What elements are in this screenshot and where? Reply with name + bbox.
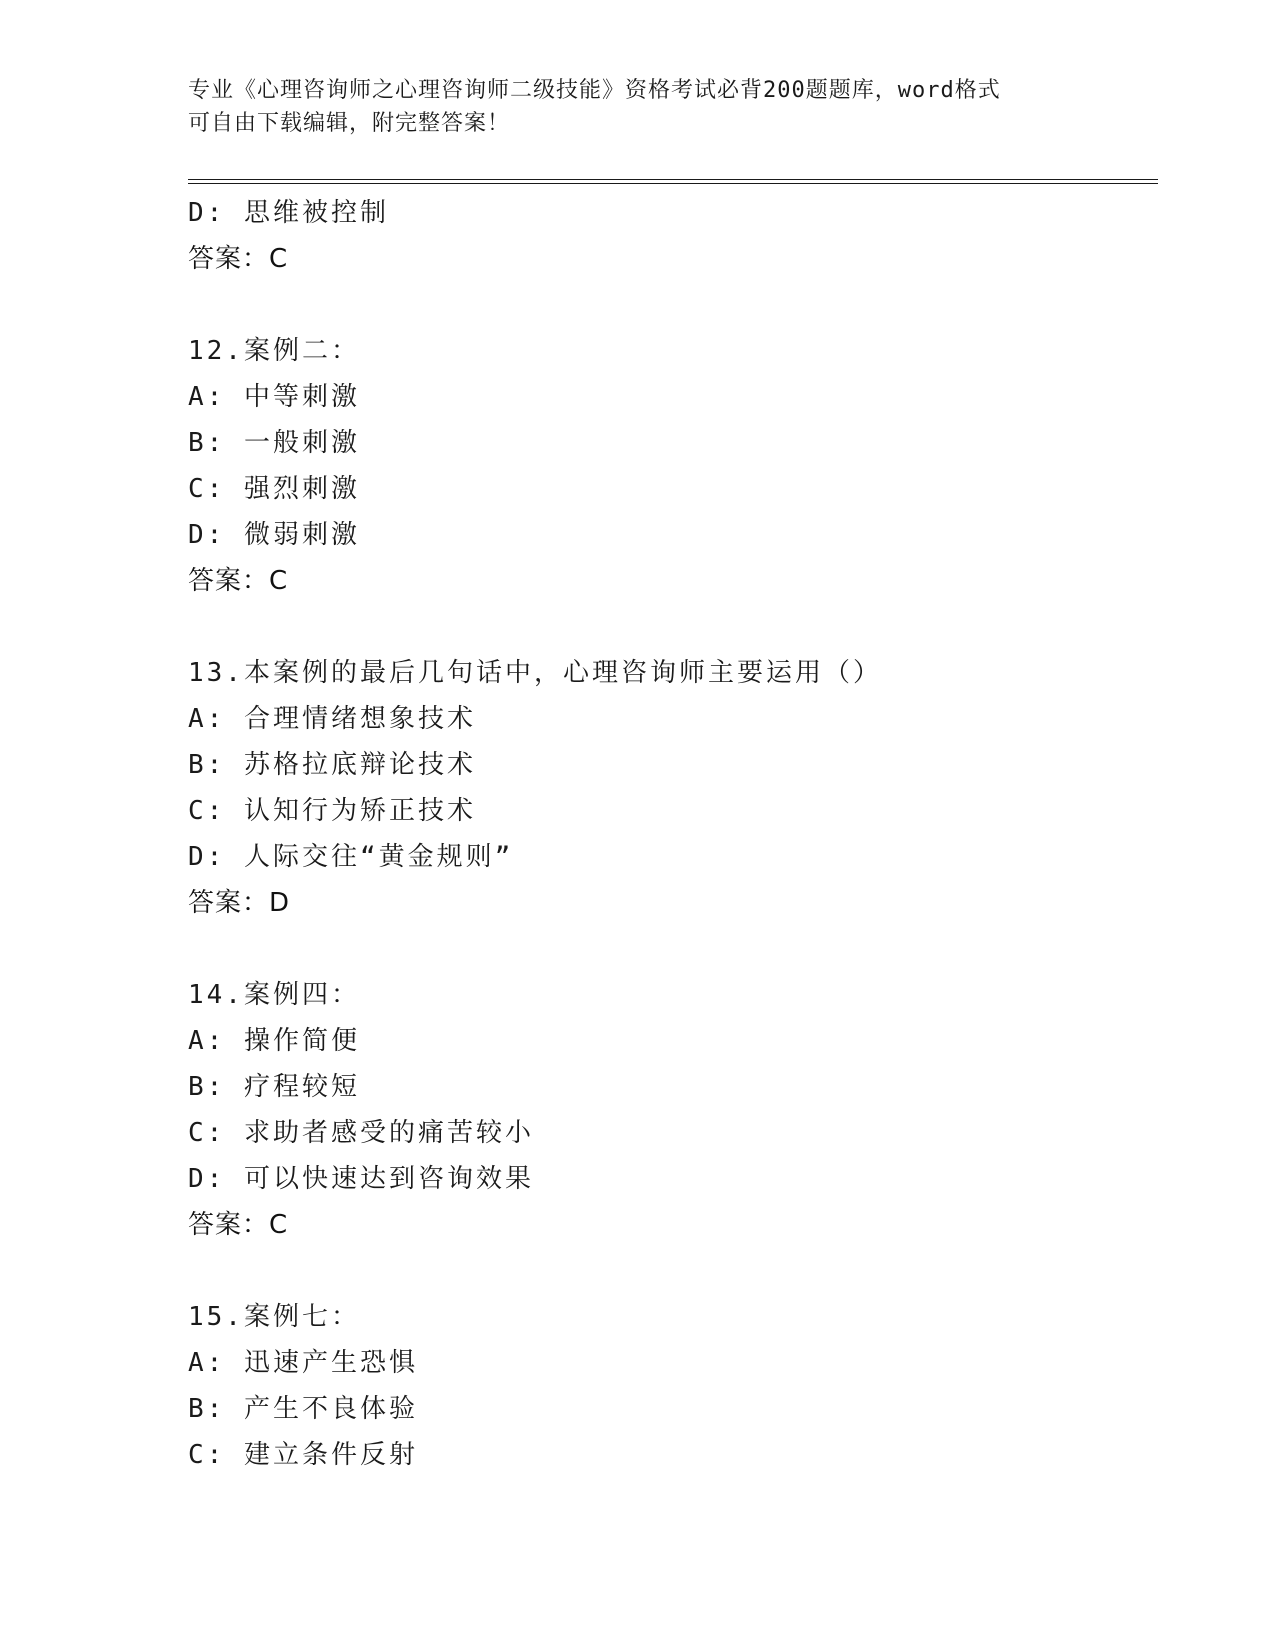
question-option: C: 强烈刺激 — [188, 474, 360, 504]
answer-value: C — [269, 566, 288, 596]
spacer — [188, 282, 1158, 328]
spacer — [188, 926, 1158, 972]
question-list — [188, 190, 1158, 1478]
question-stem: 14.案例四： — [188, 980, 360, 1010]
prev-question-answer — [188, 236, 1158, 282]
question-stem: 13.本案例的最后几句话中，心理咨询师主要运用（） — [188, 658, 882, 688]
question-answer — [188, 1202, 1158, 1248]
spacer — [188, 1248, 1158, 1294]
question-option: C: 求助者感受的痛苦较小 — [188, 1118, 534, 1148]
question-option: D: 可以快速达到咨询效果 — [188, 1164, 534, 1194]
question-stem: 12.案例二： — [188, 336, 360, 366]
answer-label: 答案： — [188, 566, 270, 596]
question-option: D: 微弱刺激 — [188, 520, 360, 550]
document-header — [188, 74, 1088, 140]
answer-value: D — [269, 888, 290, 918]
question-option: A: 中等刺激 — [188, 382, 360, 412]
question-answer — [188, 558, 1158, 604]
answer-label: 答案： — [188, 1210, 270, 1240]
question-option: B: 产生不良体验 — [188, 1394, 418, 1424]
spacer — [188, 604, 1158, 650]
question-option: B: 苏格拉底辩论技术 — [188, 750, 476, 780]
answer-label: 答案： — [188, 888, 270, 918]
question-option: B: 一般刺激 — [188, 428, 360, 458]
question-option: C: 建立条件反射 — [188, 1440, 418, 1470]
header-title-line-2: 可自由下载编辑，附完整答案！ — [188, 111, 511, 136]
question-option: B: 疗程较短 — [188, 1072, 360, 1102]
question-stem: 15.案例七： — [188, 1302, 360, 1332]
header-divider-top — [188, 179, 1158, 180]
answer-value: C — [269, 244, 288, 274]
prev-question-option-d: D: 思维被控制 — [188, 198, 389, 228]
question-option: C: 认知行为矫正技术 — [188, 796, 476, 826]
header-title-line-1: 专业《心理咨询师之心理咨询师二级技能》资格考试必背200题题库，word格式 — [188, 78, 1001, 103]
question-option: A: 迅速产生恐惧 — [188, 1348, 418, 1378]
question-option: A: 合理情绪想象技术 — [188, 704, 476, 734]
question-option: D: 人际交往“黄金规则” — [188, 842, 514, 872]
question-option: A: 操作简便 — [188, 1026, 360, 1056]
answer-label: 答案： — [188, 244, 270, 274]
question-answer — [188, 880, 1158, 926]
header-divider-bottom — [188, 183, 1158, 184]
answer-value: C — [269, 1210, 288, 1240]
